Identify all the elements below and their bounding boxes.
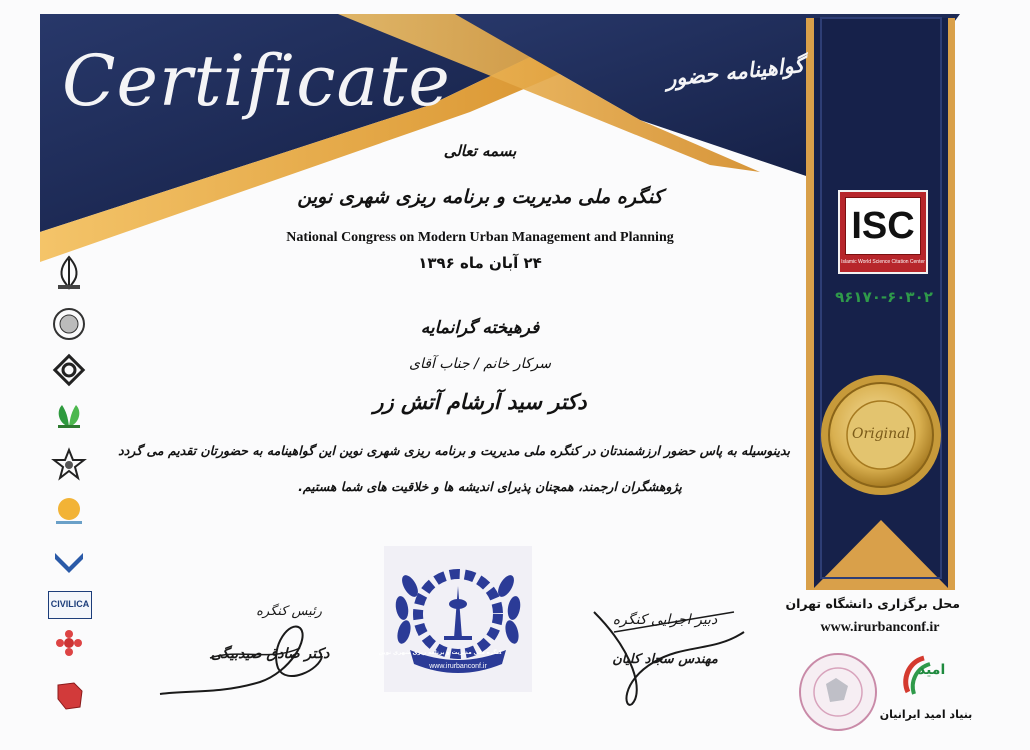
isc-logo-box	[845, 197, 921, 255]
honorific: سرکار خانم / جناب آقای	[409, 356, 551, 372]
sponsor-logo-column	[44, 255, 94, 725]
left-signature-title: رئیس کنگره	[256, 604, 322, 619]
left-signature-name: دکتر صادق صیدبیگی	[210, 646, 330, 662]
civilica-label: CIVILICA	[50, 599, 90, 609]
isc-caption: Islamic World Science Citation Center	[841, 259, 925, 265]
emblem-url: www.irurbanconf.ir	[429, 663, 487, 670]
certificate-title: Certificate	[62, 40, 451, 122]
civilica-logo	[48, 591, 92, 619]
green-leaf-logo-icon	[52, 401, 86, 431]
seal-text: Original	[852, 426, 910, 442]
isc-code: ۹۶۱۷۰-۶۰۳۰۲	[835, 288, 933, 306]
certificate-title-fa: گواهینامه حضور	[664, 52, 806, 92]
emblem-graphic-icon	[378, 546, 532, 692]
congress-emblem	[378, 546, 532, 692]
congress-title-en: National Congress on Modern Urban Management and Planning	[286, 230, 674, 245]
sun-logo-icon	[52, 495, 86, 527]
body-text-line-2: پژوهشگران ارجمند، همچنان پذیرای اندیشه ها و خلاقیت های شما هستیم.	[298, 479, 682, 494]
red-flower-logo-icon	[52, 629, 86, 661]
invocation: بسمه تعالی	[443, 142, 517, 160]
isc-logo-text: ISC	[851, 205, 915, 247]
azad-university-logo-icon	[52, 547, 86, 577]
salutation-title: فرهیخته گرانمایه	[420, 318, 540, 338]
university-seal-icon	[52, 307, 86, 341]
website-text: www.irurbanconf.ir	[820, 620, 940, 635]
omid-logo-word: امید	[918, 662, 946, 678]
venue-text: محل برگزاری دانشگاه تهران	[785, 596, 960, 611]
iran-map-logo-icon	[52, 679, 86, 713]
body-text-line-1: بدینوسیله به پاس حضور ارزشمندتان در کنگره ملی مدیریت و برنامه ریزی شهری نوین این گواهینامه به حضورتان تقدیم می گردد	[118, 443, 790, 458]
star-logo-icon	[52, 448, 86, 482]
iran-emblem-icon	[54, 255, 84, 293]
congress-date: ۲۴ آبان ماه ۱۳۹۶	[418, 254, 542, 272]
omid-foundation-name: بنیاد امید ایرانیان	[879, 708, 973, 721]
geography-society-logo-icon	[796, 650, 880, 734]
knot-logo-icon	[52, 353, 86, 387]
right-signature-name: مهندس سجاد کلیان	[612, 652, 718, 667]
emblem-caption: کنگره ملی مدیریت و برنامه ریزی شهری نوین	[378, 650, 502, 656]
recipient-name: دکتر سید آرشام آتش زر	[373, 390, 587, 414]
right-signature-title: دبیر اجرایی کنگره	[612, 612, 718, 628]
isc-badge	[838, 190, 928, 274]
congress-title-fa: کنگره ملی مدیریت و برنامه ریزی شهری نوین	[297, 186, 663, 208]
